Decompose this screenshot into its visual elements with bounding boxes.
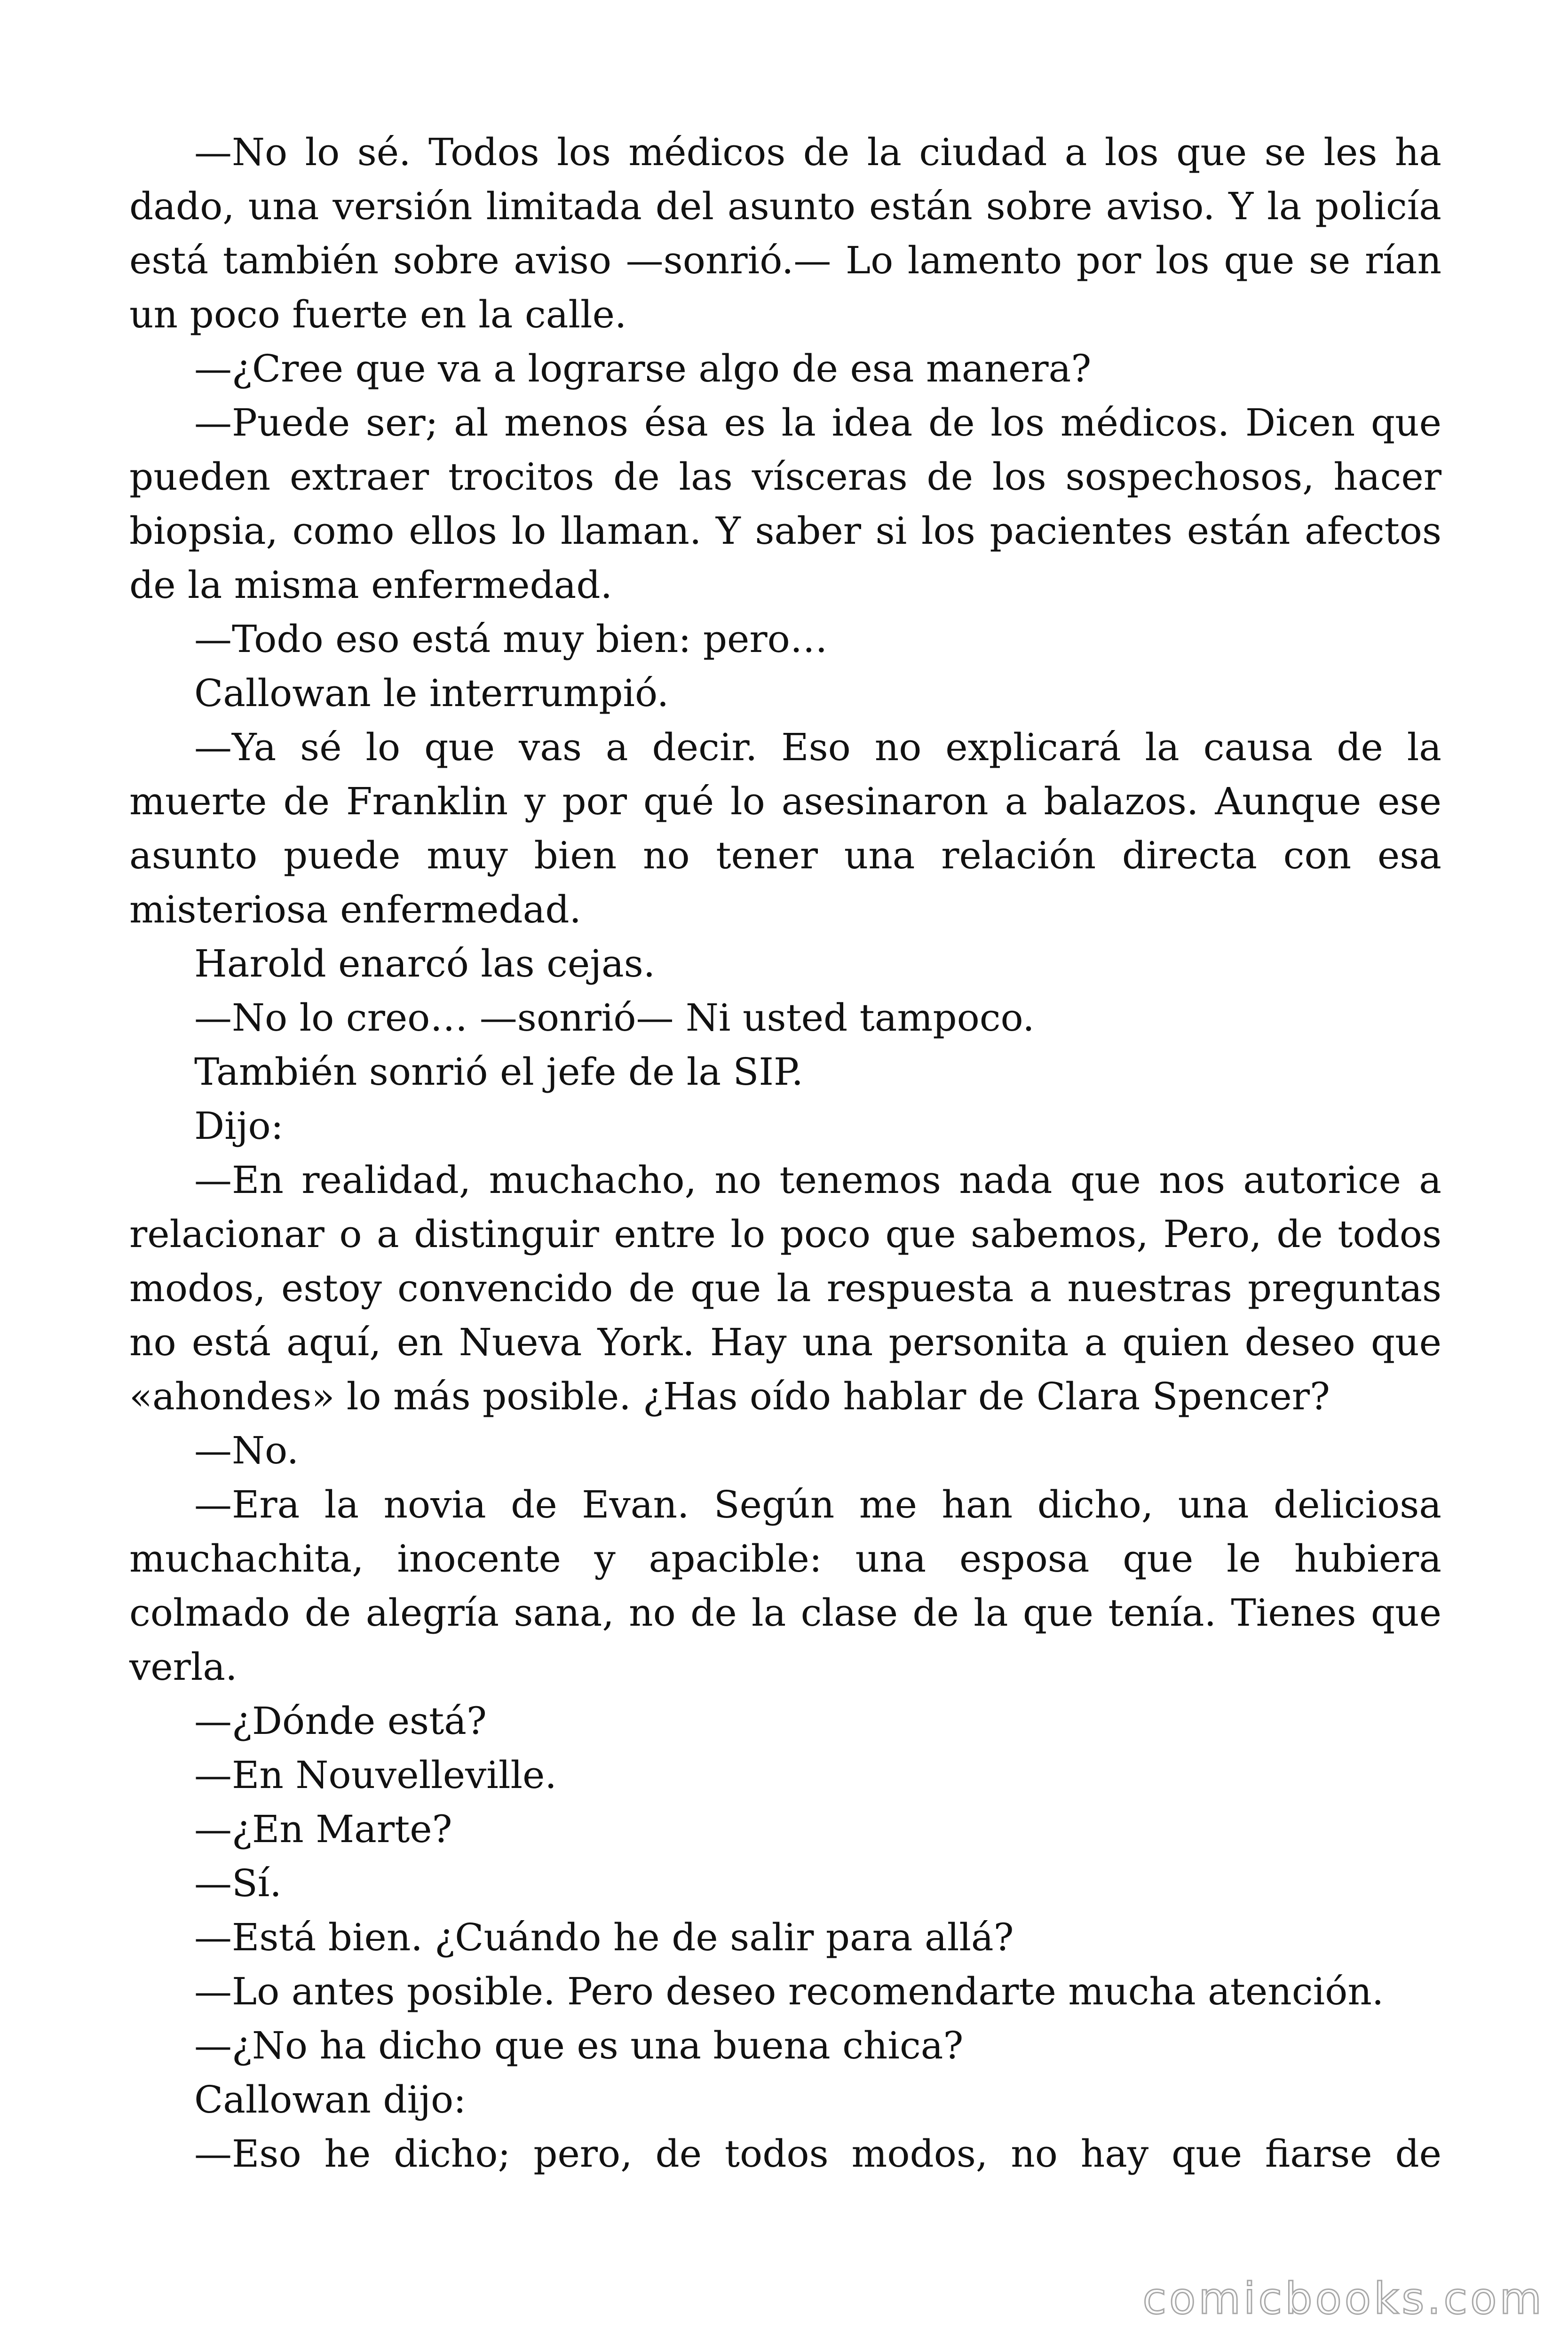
text-line: está también sobre aviso —sonrió.— Lo lamento por los que se rían	[129, 238, 1441, 282]
text-line: misteriosa enfermedad.	[129, 888, 581, 931]
text-line: un poco fuerte en la calle.	[129, 293, 627, 336]
text-line: —¿Dónde está?	[194, 1699, 487, 1743]
text-line: Callowan dijo:	[194, 2078, 467, 2122]
text-line: —En Nouvelleville.	[194, 1753, 557, 1797]
text-line: —¿Cree que va a lograrse algo de esa manera?	[194, 347, 1092, 390]
text-line: biopsia, como ellos lo llaman. Y saber si los pacientes están afectos	[129, 509, 1441, 553]
text-line: relacionar o a distinguir entre lo poco que sabemos, Pero, de todos	[129, 1212, 1441, 1256]
watermark-logo: comicbooks.com	[1142, 2273, 1544, 2324]
text-line: pueden extraer trocitos de las vísceras de los sospechosos, hacer	[129, 455, 1441, 499]
text-line: —Era la novia de Evan. Según me han dicho, una deliciosa	[194, 1483, 1441, 1526]
text-line: —No.	[194, 1429, 299, 1472]
text-line: muerte de Franklin y por qué lo asesinaron a balazos. Aunque ese	[129, 779, 1441, 823]
text-line: —Sí.	[194, 1861, 282, 1905]
text-line: «ahondes» lo más posible. ¿Has oído hablar de Clara Spencer?	[129, 1375, 1330, 1418]
text-line: Harold enarcó las cejas.	[194, 942, 656, 985]
text-line: muchachita, inocente y apacible: una esposa que le hubiera	[129, 1537, 1441, 1581]
text-line: —Ya sé lo que vas a decir. Eso no explicará la causa de la	[194, 725, 1441, 769]
text-line: verla.	[129, 1645, 238, 1689]
text-line: —En realidad, muchacho, no tenemos nada que nos autorice a	[194, 1158, 1441, 1202]
text-line: no está aquí, en Nueva York. Hay una personita a quien deseo que	[129, 1320, 1441, 1364]
text-line: de la misma enfermedad.	[129, 563, 612, 607]
text-line: —No lo sé. Todos los médicos de la ciudad a los que se les ha	[194, 130, 1441, 174]
text-line: —Puede ser; al menos ésa es la idea de los médicos. Dicen que	[194, 401, 1441, 445]
text-line: También sonrió el jefe de la SIP.	[194, 1050, 803, 1094]
text-line: modos, estoy convencido de que la respuesta a nuestras preguntas	[129, 1266, 1441, 1310]
page-text	[129, 125, 1441, 2181]
text-line: asunto puede muy bien no tener una relación directa con esa	[129, 834, 1441, 877]
text-line: —Todo eso está muy bien: pero…	[194, 617, 828, 661]
text-line: Callowan le interrumpió.	[194, 671, 669, 715]
text-line: —No lo creo… —sonrió— Ni usted tampoco.	[194, 996, 1035, 1040]
text-line: —Está bien. ¿Cuándo he de salir para allá?	[194, 1915, 1014, 1959]
text-line: —¿No ha dicho que es una buena chica?	[194, 2024, 964, 2067]
text-line: —Eso he dicho; pero, de todos modos, no hay que fiarse de	[194, 2132, 1441, 2176]
text-line: dado, una versión limitada del asunto están sobre aviso. Y la policía	[129, 184, 1441, 228]
text-line: Dijo:	[194, 1104, 284, 1148]
text-line: —Lo antes posible. Pero deseo recomendarte mucha atención.	[194, 1970, 1384, 2013]
text-line: colmado de alegría sana, no de la clase de la que tenía. Tienes que	[129, 1591, 1441, 1635]
text-line: —¿En Marte?	[194, 1807, 452, 1851]
